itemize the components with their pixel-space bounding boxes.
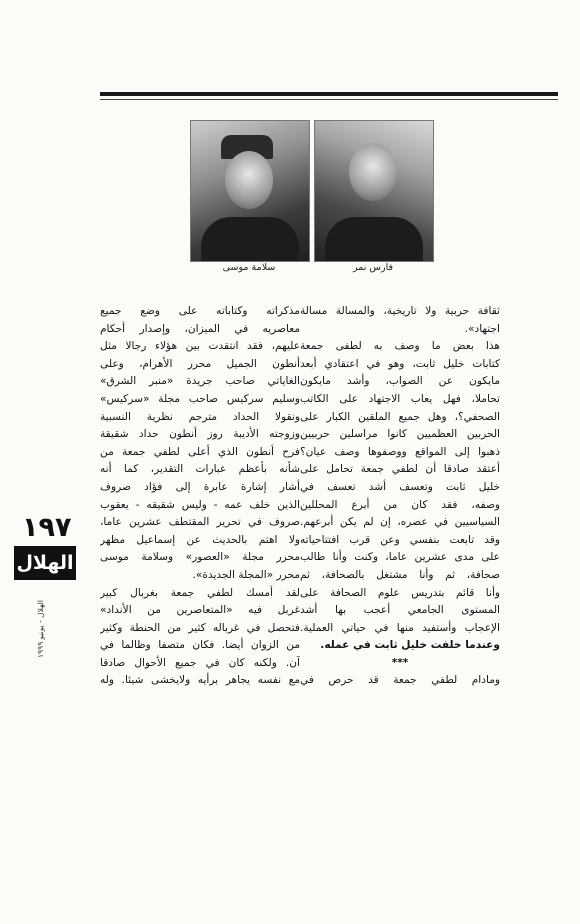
text-line: معاصريه في الميزان، وإصدار أحكام — [100, 322, 300, 335]
text-line: وقد تابعت بنفسي وعن قرب افتتاحياته — [300, 533, 500, 546]
section-separator: *** — [391, 656, 409, 669]
photo-caption-left: سلامة موسى — [222, 262, 276, 273]
issue-info: الهلال - يونيو ١٩٩٩ — [36, 600, 45, 658]
text-line: المستوى الجامعي أعجب بها أشد — [300, 604, 500, 617]
text-line: وعندما خلفت خليل ثابت في عمله. — [320, 639, 500, 652]
text-line: صحافة، ثم وأنا مشتغل بالصحافة، ثم — [300, 568, 500, 581]
text-line: شأنه بأعظم عبارات التقدير، كما أنه — [100, 463, 300, 476]
text-line: وأنا قائم بتدريس علوم الصحافة على — [300, 586, 500, 599]
text-line: الغاياتي صاحب جريدة «منبر الشرق» — [100, 375, 300, 388]
photo-caption-right: فارس نمر — [352, 262, 394, 273]
text-line: الحربين العظميين كانوا مراسلين حربيين — [300, 428, 500, 441]
article-column-right — [300, 303, 500, 690]
text-line: أنطون الجميل محرر الأهرام، وعلى — [100, 357, 300, 370]
portrait-photo-faris-nimr — [314, 120, 434, 262]
text-line: وزوجته الأديبة روز أنطون حداد شقيقة — [100, 428, 300, 441]
text-line: أشار إشارة عابرة إلى فؤاد صروف — [100, 480, 300, 493]
text-line: مع نفسه يجاهر برأيه ولايخشى شيئا. وله — [100, 674, 300, 687]
text-line: فتحصل في غرباله كثير من الحنطة وكثير — [100, 621, 300, 634]
text-line: وصفه، فقد كان من أبرع المحللين — [300, 498, 500, 511]
text-line: صروف في تحرير المقتطف عشرين عاما، — [100, 516, 300, 529]
text-line: محرر «المجلة الجديدة». — [192, 568, 300, 581]
text-line: ونقولا الحداد مترجم نظرية النسبية — [100, 410, 300, 423]
text-line: اجتهاد». — [464, 322, 500, 335]
text-line: أعتقد صادقا أن لطفي جمعة تحامل على — [300, 463, 500, 476]
text-line: الذين خلف عمه - وليس شقيقه - يعقوب — [100, 498, 300, 511]
text-line: السياسيين في عصره، إن لم يكن أبرعهم. — [300, 516, 500, 529]
text-line: مذكراته وكتاباته على وضع جميع — [100, 305, 300, 317]
text-line: خليل ثابت وتعسف أشد تعسف في — [300, 480, 500, 493]
text-line: من الزوان أيضا. فكان متصفا وظالما في — [100, 639, 300, 652]
top-rule — [100, 92, 558, 96]
text-line: مايكون عن الصواب، وأشد مايكون — [300, 375, 500, 388]
text-line: ذهبوا إلى المواقع ووصفوها وصف عيان؟ — [300, 445, 500, 458]
text-line: لقد أمسك لطفي جمعة بغربال كبير — [100, 586, 300, 599]
text-line: ولا اهتم بالحديث عن إسماعيل مظهر — [100, 533, 300, 546]
text-line: ثقافة حربية ولا تاريخية، والمسالة مسالة — [300, 305, 500, 317]
text-line: هذا بعض ما وصف به لطفى جمعة — [300, 340, 500, 353]
text-line: كتابات خليل ثابت، وهو في اعتقادي أبعد — [300, 357, 500, 370]
text-line: عليهم، فقد انتقدت بين هؤلاء رجالا مثل — [100, 340, 300, 353]
text-line: فرح أنطون الذي أعلى لطفي جمعة من — [100, 445, 300, 458]
text-line: غربل فيه «المتعاصرين من الأنداد» — [100, 604, 300, 617]
top-rule-thin — [100, 99, 558, 100]
text-line: وسليم سركيس صاحب مجلة «سركيس» — [100, 392, 300, 405]
text-line: على مدى عشرين عاما، وكنت وأنا طالب — [300, 551, 500, 564]
text-line: تحاملا، فهل يعاب الاجتهاد على الكاتب — [300, 392, 500, 405]
portrait-photo-salama-moussa — [190, 120, 310, 262]
article-column-left — [100, 303, 300, 690]
page-number: ١٩٧ — [22, 512, 72, 543]
text-line: محرر مجلة «العصور» وسلامة موسى — [100, 551, 300, 564]
text-line: الإعجاب وأستفيد منها في حياتي العملية. — [300, 621, 500, 634]
text-line: ومادام لطفي جمعة قد حرص في — [300, 674, 500, 687]
text-line: الصحفي؟، وهل جميع الملقين الكبار على — [300, 410, 500, 423]
magazine-logo: الهلال — [14, 546, 76, 580]
text-line: آن. ولكنه كان في جميع الأحوال صادقا — [100, 656, 300, 669]
